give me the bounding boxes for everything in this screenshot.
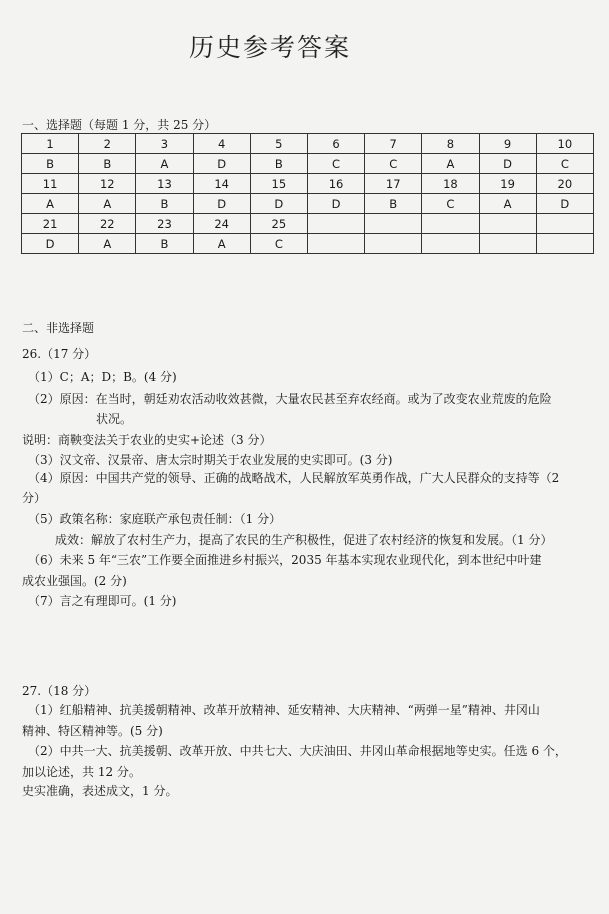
q26-title: 26.（17 分） <box>22 347 97 361</box>
question-number-cell: 5 <box>250 134 307 154</box>
answer-cell: B <box>22 154 79 174</box>
answer-cell: D <box>250 194 307 214</box>
answer-cell: D <box>22 234 79 254</box>
question-number-cell: 20 <box>536 174 593 194</box>
answer-cell: B <box>136 234 193 254</box>
question-number-cell: 2 <box>79 134 136 154</box>
answer-cell: D <box>193 154 250 174</box>
question-number-cell <box>365 214 422 234</box>
question-number-cell: 21 <box>22 214 79 234</box>
answer-cell: A <box>79 194 136 214</box>
answer-cell: C <box>422 194 479 214</box>
answer-cell <box>307 234 364 254</box>
answer-cell: A <box>79 234 136 254</box>
q26-line7: 成效：解放了农村生产力，提高了农民的生产积极性，促进了农村经济的恢复和发展。（1 分） <box>55 533 553 547</box>
page-title: 历史参考答案 <box>188 33 351 62</box>
question-number-cell: 16 <box>307 174 364 194</box>
question-number-cell: 14 <box>193 174 250 194</box>
q26-line1: （1）C；A；D；B。(4 分) <box>28 370 177 384</box>
answer-cell: C <box>365 154 422 174</box>
answer-cell: B <box>365 194 422 214</box>
answer-table-row <box>22 214 594 234</box>
answer-cell: A <box>136 154 193 174</box>
q27-title: 27.（18 分） <box>22 684 97 698</box>
question-number-cell: 9 <box>479 134 536 154</box>
answer-cell <box>536 234 593 254</box>
answer-table-row <box>22 154 594 174</box>
answer-cell: D <box>479 154 536 174</box>
question-number-cell <box>307 214 364 234</box>
q26-line6: （5）政策名称：家庭联产承包责任制：（1 分） <box>28 512 282 526</box>
q26-line2a: （2）原因：在当时，朝廷劝农活动收效甚微，大量农民甚至弃农经商。或为了改变农业荒废的危险 <box>28 392 552 406</box>
question-number-cell: 19 <box>479 174 536 194</box>
q26-line4: （3）汉文帝、汉景帝、唐太宗时期关于农业发展的史实即可。(3 分) <box>28 453 393 467</box>
answer-cell: A <box>479 194 536 214</box>
question-number-cell: 6 <box>307 134 364 154</box>
answer-cell: B <box>79 154 136 174</box>
section2-heading: 二、非选择题 <box>22 321 95 335</box>
q27-line3: 史实准确，表述成文，1 分。 <box>22 784 178 798</box>
q26-line3: 说明：商鞅变法关于农业的史实+论述（3 分） <box>22 433 272 447</box>
answer-cell: B <box>136 194 193 214</box>
answer-cell <box>479 234 536 254</box>
answer-cell: A <box>22 194 79 214</box>
question-number-cell: 4 <box>193 134 250 154</box>
answer-table-row <box>22 134 594 154</box>
q27-line1b: 精神、特区精神等。(5 分) <box>22 724 163 738</box>
question-number-cell: 22 <box>79 214 136 234</box>
answer-table-row <box>22 174 594 194</box>
section1-heading: 一、选择题（每题 1 分，共 25 分） <box>22 118 217 132</box>
answer-cell: C <box>536 154 593 174</box>
answer-table-row <box>22 194 594 214</box>
q27-line2b: 加以论述，共 12 分。 <box>22 765 141 779</box>
answer-cell: B <box>250 154 307 174</box>
q26-line9: （7）言之有理即可。(1 分) <box>28 594 177 608</box>
question-number-cell <box>479 214 536 234</box>
question-number-cell: 13 <box>136 174 193 194</box>
answer-cell: D <box>193 194 250 214</box>
question-number-cell <box>536 214 593 234</box>
q26-line8a: （6）未来 5 年“三农”工作要全面推进乡村振兴，2035 年基本实现农业现代化，到本世纪中叶建 <box>28 553 542 567</box>
answer-cell: A <box>422 154 479 174</box>
question-number-cell: 15 <box>250 174 307 194</box>
question-number-cell: 7 <box>365 134 422 154</box>
answer-cell: C <box>307 154 364 174</box>
answer-cell: A <box>193 234 250 254</box>
question-number-cell: 1 <box>22 134 79 154</box>
answer-cell <box>422 234 479 254</box>
answer-cell: C <box>250 234 307 254</box>
question-number-cell: 11 <box>22 174 79 194</box>
q26-line8b: 成农业强国。(2 分) <box>22 574 127 588</box>
q26-line5a: （4）原因：中国共产党的领导、正确的战略战术，人民解放军英勇作战，广大人民群众的支持等（2 <box>28 471 560 485</box>
question-number-cell: 23 <box>136 214 193 234</box>
answer-cell <box>365 234 422 254</box>
q27-line2a: （2）中共一大、抗美援朝、改革开放、中共七大、大庆油田、井冈山革命根据地等史实。任选 6 个， <box>28 744 567 758</box>
q27-line1a: （1）红船精神、抗美援朝精神、改革开放精神、延安精神、大庆精神、“两弹一星”精神、井冈山 <box>28 703 540 717</box>
question-number-cell: 3 <box>136 134 193 154</box>
q26-line2b: 状况。 <box>96 412 133 426</box>
answer-table <box>21 133 594 254</box>
question-number-cell: 25 <box>250 214 307 234</box>
question-number-cell: 10 <box>536 134 593 154</box>
question-number-cell: 12 <box>79 174 136 194</box>
question-number-cell: 24 <box>193 214 250 234</box>
question-number-cell: 8 <box>422 134 479 154</box>
answer-cell: D <box>536 194 593 214</box>
q26-line5b: 分） <box>22 491 47 505</box>
question-number-cell: 17 <box>365 174 422 194</box>
question-number-cell: 18 <box>422 174 479 194</box>
question-number-cell <box>422 214 479 234</box>
answer-table-row <box>22 234 594 254</box>
answer-cell: D <box>307 194 364 214</box>
